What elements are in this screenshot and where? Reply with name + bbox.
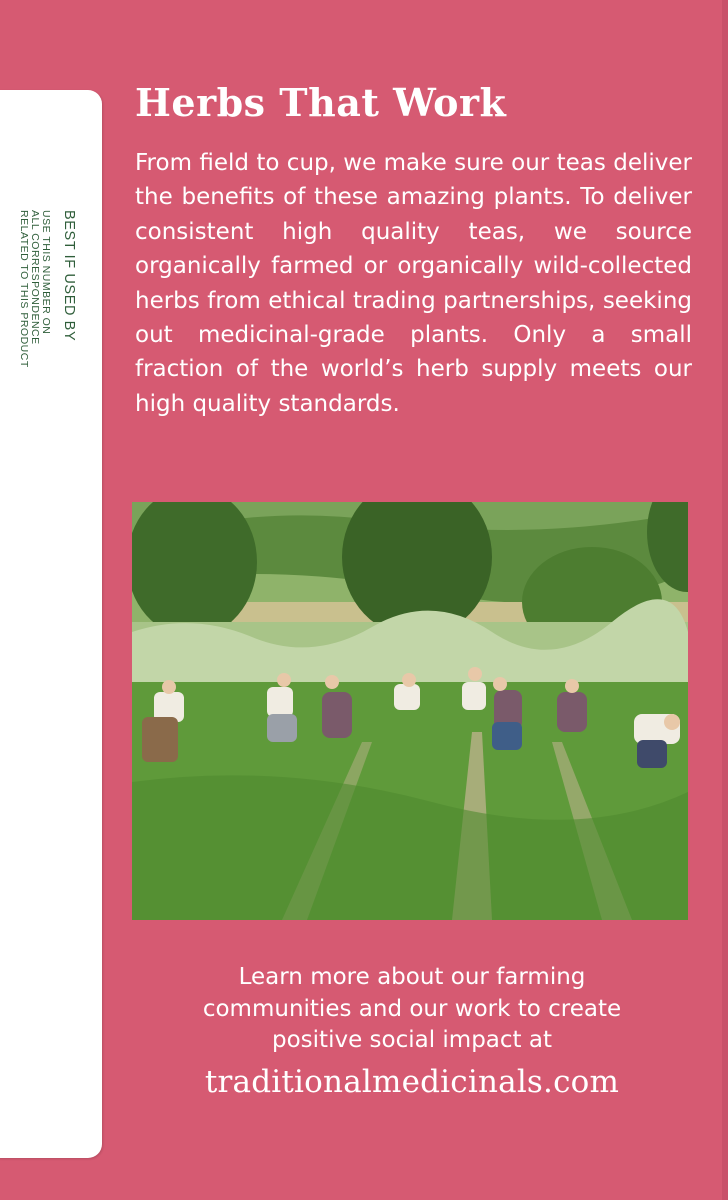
best-if-used-by: BEST IF USED BY — [61, 210, 77, 342]
footer-text — [132, 962, 692, 1057]
website-url: traditionalmedicinals.com — [204, 1064, 620, 1100]
best-by-label-text — [0, 210, 78, 450]
label-line-2: ALL CORRESPONDENCE — [29, 210, 41, 345]
footer-line-2: communities and our work to create — [202, 995, 622, 1022]
panel-edge — [722, 0, 728, 1200]
footer-line-1: Learn more about our farming — [238, 964, 586, 990]
best-by-label — [0, 90, 102, 1158]
body-paragraph: From field to cup, we make sure our teas deliver the benefits of these amazing plants. To deliver consistent high quality teas, we source organically farmed or organically wild-collected herbs from ethical trading partnerships, seeking out medicinal-grade plants. Only a small fraction of the world’s herb supply meets our high quality standards. — [135, 150, 692, 417]
section-title: Herbs That Work — [135, 80, 507, 125]
label-line-3: RELATED TO THIS PRODUCT — [18, 210, 30, 368]
footer-line-3: positive social impact at — [272, 1027, 552, 1053]
field-workers-photo — [132, 502, 688, 920]
label-line-1: USE THIS NUMBER ON — [40, 210, 52, 335]
